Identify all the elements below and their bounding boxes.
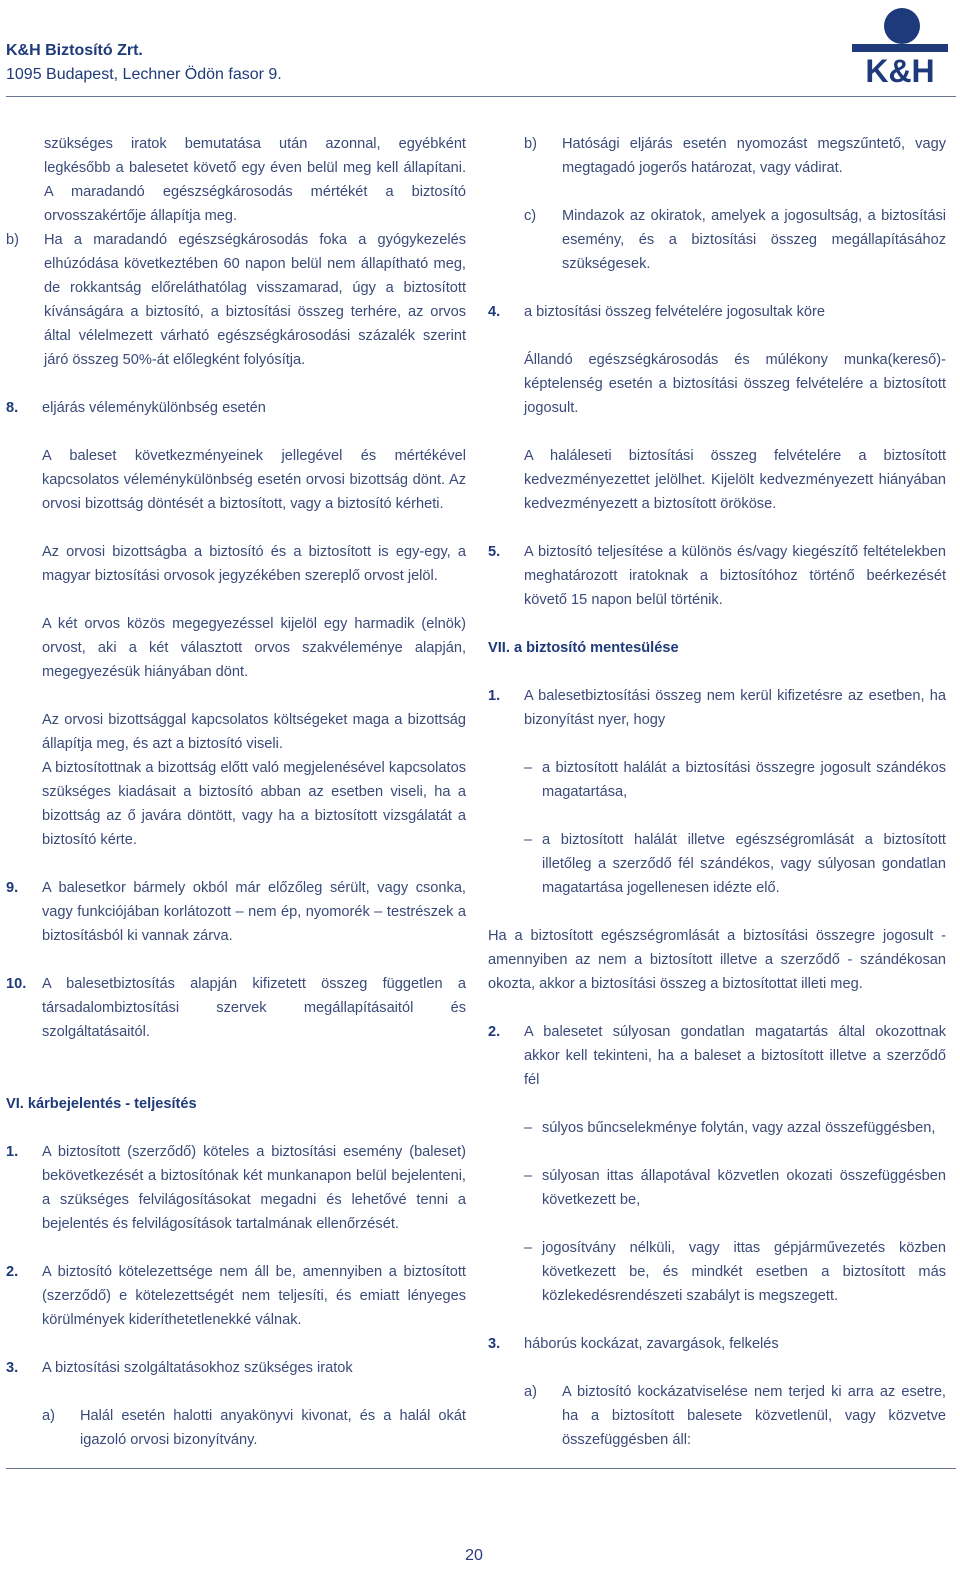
item-8-title: eljárás véleménykülönbség esetén: [42, 400, 266, 416]
dash-text: súlyosan ittas állapotával közvetlen okozati összefüggésben következett be,: [542, 1168, 946, 1208]
paragraph-text: Az orvosi bizottsággal kapcsolatos költségeket maga a bizottság állapítja meg, és azt a biztosító viseli.: [42, 712, 466, 752]
section-vi-item-1: [6, 1140, 466, 1236]
dash-item-3: [488, 1116, 946, 1140]
item-9-text: A balesetkor bármely okból már előzőleg sérült, vagy csonka, vagy funkciójában korlátozott – nem ép, nyomorék – testrészek a biztosításból ki vannak zárva.: [42, 880, 466, 944]
footer-divider: [6, 1468, 956, 1469]
item-9-number: 9.: [6, 880, 19, 896]
clause-a-text: A biztosító kockázatviselése nem terjed ki arra az esetre, ha a biztosított balesete közvetlenül, vagy közvetve összefüggésben áll:: [562, 1384, 946, 1448]
paragraph-text: Az orvosi bizottságba a biztosító és a biztosított is egy-egy, a magyar biztosítási orvosok jegyzékében szereplő orvost jelöl.: [42, 544, 466, 584]
item-10-number: 10.: [6, 976, 27, 992]
dash-marker: –: [524, 1168, 533, 1184]
page-header: [0, 0, 960, 100]
left-column: [6, 132, 466, 1452]
dash-item-5: [488, 1236, 946, 1308]
section-vii-item-2: [488, 1020, 946, 1092]
item-9: [6, 876, 466, 948]
header-divider: [6, 96, 956, 97]
company-name: K&H Biztosító Zrt.: [6, 42, 143, 59]
company-address: 1095 Budapest, Lechner Ödön fasor 9.: [6, 66, 282, 83]
page-number: 20: [465, 1547, 483, 1564]
dash-marker: –: [524, 760, 533, 776]
item-8-paragraph-3: [6, 612, 466, 684]
dash-marker: –: [524, 1240, 533, 1256]
section-vi-heading: VI. kárbejelentés - teljesítés: [6, 1096, 197, 1112]
item-4: [488, 300, 946, 324]
svg-text:K&H: K&H: [865, 53, 935, 84]
dash-item-1: [488, 756, 946, 804]
dash-item-2: [488, 828, 946, 900]
dash-marker: –: [524, 1120, 533, 1136]
item-number: 1.: [488, 688, 501, 704]
section-vii-item-1: [488, 684, 946, 732]
clause-c-label: c): [524, 208, 537, 224]
section-vii-item-3: [488, 1332, 946, 1356]
clause-a-label: a): [42, 1408, 55, 1424]
dash-text: a biztosított halálát illetve egészségromlását a biztosított illetőleg a szerződő fél szándékos, vagy súlyosan gondatlan magatartása jogellenesen idézte elő.: [542, 832, 946, 896]
dash-item-4: [488, 1164, 946, 1212]
clause-c-text: Mindazok az okiratok, amelyek a jogosultság, a biztosítási esemény, és a biztosítási összeg megállapításához szükségesek.: [562, 208, 946, 272]
item-8-paragraph-5: [6, 756, 466, 852]
item-text: A biztosítási szolgáltatásokhoz szükséges iratok: [42, 1360, 353, 1376]
clause-c: [488, 204, 946, 276]
dash-text: súlyos bűncselekménye folytán, vagy azzal összefüggésben,: [542, 1120, 936, 1136]
clause-b-text: Hatósági eljárás esetén nyomozást megszűntető, vagy megtagadó jogerős határozat, vagy vádirat.: [562, 136, 946, 176]
item-4-paragraph-1: [488, 348, 946, 420]
paragraph-text: A biztosítottnak a bizottság előtt való megjelenésével kapcsolatos szükséges kiadásait a biztosító abban az esetben viseli, ha a bizottság az ő javára döntött, vagy ha a biztosított vizsgálatát a biztosító kérte.: [42, 760, 466, 848]
clause-b-label: b): [6, 232, 19, 248]
item-text: háborús kockázat, zavargások, felkelés: [524, 1336, 779, 1352]
section-vii-heading: VII. a biztosító mentesülése: [488, 640, 679, 656]
item-8-paragraph-2: [6, 540, 466, 588]
dash-marker: –: [524, 832, 533, 848]
item-text: A balesetet súlyosan gondatlan magatartás által okozottnak akkor kell tekinteni, ha a baleset a biztosított illetve a szerződő fél: [524, 1024, 946, 1088]
item-4-paragraph-2: [488, 444, 946, 516]
item-number: 2.: [6, 1264, 19, 1280]
item-5-text: A biztosító teljesítése a különös és/vagy kiegészítő feltételekben meghatározott iratoknak a biztosítóhoz történő beérkezését követő 15 napon belül történik.: [524, 544, 946, 608]
item-number: 3.: [488, 1336, 501, 1352]
item-number: 1.: [6, 1144, 19, 1160]
item-10-text: A balesetbiztosítás alapján kifizetett összeg független a társadalombiztosítási szervek megállapításaitól és szolgáltatásaitól.: [42, 976, 466, 1040]
paragraph-text: Ha a biztosított egészségromlását a biztosítási összegre jogosult - amennyiben az nem a biztosított illetve a szerződő - szándékosan okozta, akkor a biztosítási összeg a biztosítottat illeti meg.: [488, 928, 946, 992]
item-number: 2.: [488, 1024, 501, 1040]
item-5: [488, 540, 946, 612]
item-text: A biztosított (szerződő) köteles a biztosítási esemény (baleset) bekövetkezését a biztosítónak két munkanapon belül bejelenteni, a szükséges felvilágosításokat megadni és lehetővé tenni a bejelentés és felvilágosítások tartalmának ellenőrzését.: [42, 1144, 466, 1232]
section-vi-item-2: [6, 1260, 466, 1332]
item-8: [6, 396, 466, 420]
clause-b: [488, 132, 946, 180]
item-8-paragraph-4: [6, 708, 466, 756]
dash-text: a biztosított halálát a biztosítási összegre jogosult szándékos magatartása,: [542, 760, 946, 800]
paragraph-text: A baleset következményeinek jellegével és mértékével kapcsolatos véleménykülönbség esetén orvosi bizottság dönt. Az orvosi bizottság döntését a biztosított, vagy a biztosító kérheti.: [42, 448, 466, 512]
paragraph-text: A két orvos közös megegyezéssel kijelöl egy harmadik (elnök) orvost, aki a két választott orvos szakvéleménye alapján, megegyezésük hiányában dönt.: [42, 616, 466, 680]
clause-continuation: [6, 132, 466, 228]
item-4-text: a biztosítási összeg felvételére jogosultak köre: [524, 304, 825, 320]
item-text: A balesetbiztosítási összeg nem kerül kifizetésre az esetben, ha bizonyítást nyer, hogy: [524, 688, 946, 728]
item-5-number: 5.: [488, 544, 501, 560]
section-vi-item-3a: [6, 1404, 466, 1452]
kh-logo: [848, 6, 952, 84]
item-10: [6, 972, 466, 1044]
paragraph-text: A haláleseti biztosítási összeg felvételére a biztosított kedvezményezettet jelölhet. Kijelölt kedvezményezett hiányában kedvezményezett a biztosított örököse.: [524, 448, 946, 512]
paragraph-text: Állandó egészségkárosodás és múlékony munka(kereső)-képtelenség esetén a biztosítási összeg felvételére a biztosított jogosult.: [524, 352, 946, 416]
clause-a-label: a): [524, 1384, 537, 1400]
section-vii-item-3a: [488, 1380, 946, 1452]
clause-b-label: b): [524, 136, 537, 152]
item-text: A biztosító kötelezettsége nem áll be, amennyiben a biztosított (szerződő) e kötelezettségét nem teljesíti, és emiatt lényeges körülmények kideríthetetlenekké válnak.: [42, 1264, 466, 1328]
clause-b: [6, 228, 466, 372]
right-column: [488, 132, 946, 1452]
item-8-number: 8.: [6, 400, 19, 416]
dash-text: jogosítvány nélküli, vagy ittas gépjárművezetés közben következett be, és mindkét esetben a biztosított más közlekedésrendészeti szabályt is megszegett.: [542, 1240, 946, 1304]
item-4-number: 4.: [488, 304, 501, 320]
item-number: 3.: [6, 1360, 19, 1376]
clause-intro-text: szükséges iratok bemutatása után azonnal, egyébként legkésőbb a balesetet követő egy éven belül meg kell állapítani. A maradandó egészségkárosodás mértékét a biztosító orvosszakértője állapítja meg.: [44, 136, 466, 224]
item-8-paragraph-1: [6, 444, 466, 516]
clause-a-text: Halál esetén halotti anyakönyvi kivonat, és a halál okát igazoló orvosi bizonyítvány.: [80, 1408, 466, 1448]
clause-b-text: Ha a maradandó egészségkárosodás foka a gyógykezelés elhúzódása következtében 60 napon belül nem állapítható meg, de rokkantság előreláthatólag visszamarad, úgy a biztosított kívánságára a biztosító, a biztosítási összeg terhére, az orvos által vélelmezett várható egészségkárosodási százalék szerint járó összeg 50%-át előlegként folyósítja.: [44, 232, 466, 368]
section-vi-item-3: [6, 1356, 466, 1380]
